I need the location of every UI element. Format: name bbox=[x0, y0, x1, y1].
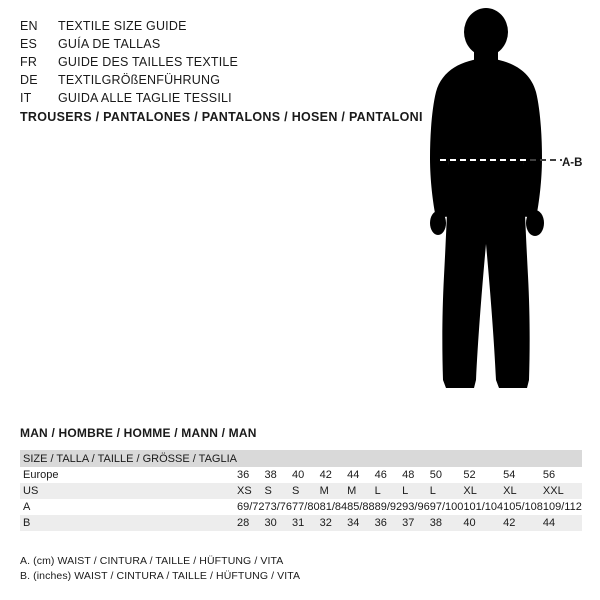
table-row bbox=[20, 499, 582, 515]
language-row-en bbox=[20, 17, 380, 35]
cell: 38 bbox=[264, 469, 277, 481]
footnote-b: B. (inches) WAIST / CINTURA / TAILLE / HÜFTUNG / VITA bbox=[20, 570, 301, 582]
cell bbox=[503, 450, 543, 467]
row-label-us: US bbox=[20, 483, 237, 499]
cell: S bbox=[265, 483, 293, 499]
cell: 81/84 bbox=[319, 501, 348, 513]
row-label-size: SIZE / TALLA / TAILLE / GRÖSSE / TAGLIA bbox=[20, 450, 237, 467]
cell: 31 bbox=[292, 515, 320, 531]
cell: L bbox=[430, 483, 464, 499]
cell: S bbox=[292, 483, 320, 499]
row-label-a: A bbox=[23, 501, 31, 513]
table-row bbox=[20, 515, 582, 531]
cell: XL bbox=[503, 483, 543, 499]
cell: 101/104 bbox=[463, 501, 504, 513]
cell: 44 bbox=[543, 515, 582, 531]
cell: 46 bbox=[374, 469, 387, 481]
cell: 42 bbox=[503, 515, 543, 531]
cell: 50 bbox=[429, 469, 442, 481]
cell: 89/92 bbox=[374, 501, 403, 513]
measurement-label-ab: A-B bbox=[562, 157, 583, 169]
language-row-fr bbox=[20, 53, 380, 71]
cell: 105/108 bbox=[503, 501, 543, 513]
cell bbox=[430, 450, 464, 467]
cell: 42 bbox=[319, 469, 332, 481]
cell: XL bbox=[463, 483, 503, 499]
cell: XXL bbox=[543, 483, 582, 499]
cell: 44 bbox=[347, 469, 360, 481]
language-row-de bbox=[20, 71, 380, 89]
cell: L bbox=[402, 483, 430, 499]
cell: 85/88 bbox=[347, 501, 375, 513]
cell: 56 bbox=[542, 469, 556, 481]
cell: 54 bbox=[503, 469, 516, 481]
language-text-es: GUÍA DE TALLAS bbox=[58, 37, 161, 51]
language-code-fr: FR bbox=[20, 55, 38, 69]
cell: 37 bbox=[402, 515, 430, 531]
cell bbox=[463, 450, 503, 467]
cell: L bbox=[375, 483, 403, 499]
language-text-fr: GUIDE DES TAILLES TEXTILE bbox=[58, 55, 239, 69]
cell bbox=[375, 450, 403, 467]
language-code-en: EN bbox=[20, 19, 38, 33]
cell: M bbox=[347, 483, 375, 499]
cell: 77/80 bbox=[292, 501, 320, 513]
cell: 36 bbox=[236, 469, 250, 481]
language-code-it: IT bbox=[20, 91, 32, 105]
cell bbox=[402, 450, 430, 467]
row-label-europe: Europe bbox=[23, 469, 59, 481]
cell bbox=[292, 450, 320, 467]
cell: 73/76 bbox=[264, 501, 293, 513]
cell: M bbox=[320, 483, 348, 499]
cell: 32 bbox=[320, 515, 348, 531]
section-title: TROUSERS / PANTALONES / PANTALONS / HOSEN / PANTALONI bbox=[20, 110, 423, 124]
language-code-de: DE bbox=[20, 73, 38, 87]
cell: 36 bbox=[375, 515, 403, 531]
cell: 40 bbox=[463, 515, 503, 531]
cell: 109/112 bbox=[542, 501, 582, 513]
cell: 30 bbox=[265, 515, 293, 531]
cell bbox=[543, 450, 582, 467]
footnote-a: A. (cm) WAIST / CINTURA / TAILLE / HÜFTUNG / VITA bbox=[20, 555, 284, 567]
footnotes bbox=[20, 554, 300, 584]
cell bbox=[347, 450, 375, 467]
cell bbox=[237, 450, 265, 467]
language-header bbox=[20, 17, 380, 107]
cell: 97/100 bbox=[429, 501, 464, 513]
table-title: MAN / HOMBRE / HOMME / MANN / MAN bbox=[20, 426, 257, 440]
cell: 34 bbox=[347, 515, 375, 531]
table-row bbox=[20, 450, 582, 467]
language-row-it bbox=[20, 89, 380, 107]
row-label-b: B bbox=[20, 515, 237, 531]
cell bbox=[265, 450, 293, 467]
silhouette-icon bbox=[400, 8, 600, 408]
language-text-it: GUIDA ALLE TAGLIE TESSILI bbox=[58, 91, 232, 105]
language-row-es bbox=[20, 35, 380, 53]
cell: XS bbox=[237, 483, 265, 499]
cell: 48 bbox=[402, 469, 415, 481]
cell: 28 bbox=[237, 515, 265, 531]
cell: 40 bbox=[292, 469, 305, 481]
male-silhouette-figure bbox=[400, 8, 600, 408]
cell: 52 bbox=[463, 469, 476, 481]
table-row bbox=[20, 467, 582, 483]
language-text-en: TEXTILE SIZE GUIDE bbox=[58, 19, 187, 33]
cell bbox=[320, 450, 348, 467]
language-code-es: ES bbox=[20, 37, 38, 51]
cell: 93/96 bbox=[402, 501, 430, 513]
size-table bbox=[20, 450, 582, 531]
language-text-de: TEXTILGRÖßENFÜHRUNG bbox=[58, 73, 221, 87]
cell: 69/72 bbox=[236, 501, 265, 513]
cell: 38 bbox=[430, 515, 464, 531]
table-row bbox=[20, 483, 582, 499]
